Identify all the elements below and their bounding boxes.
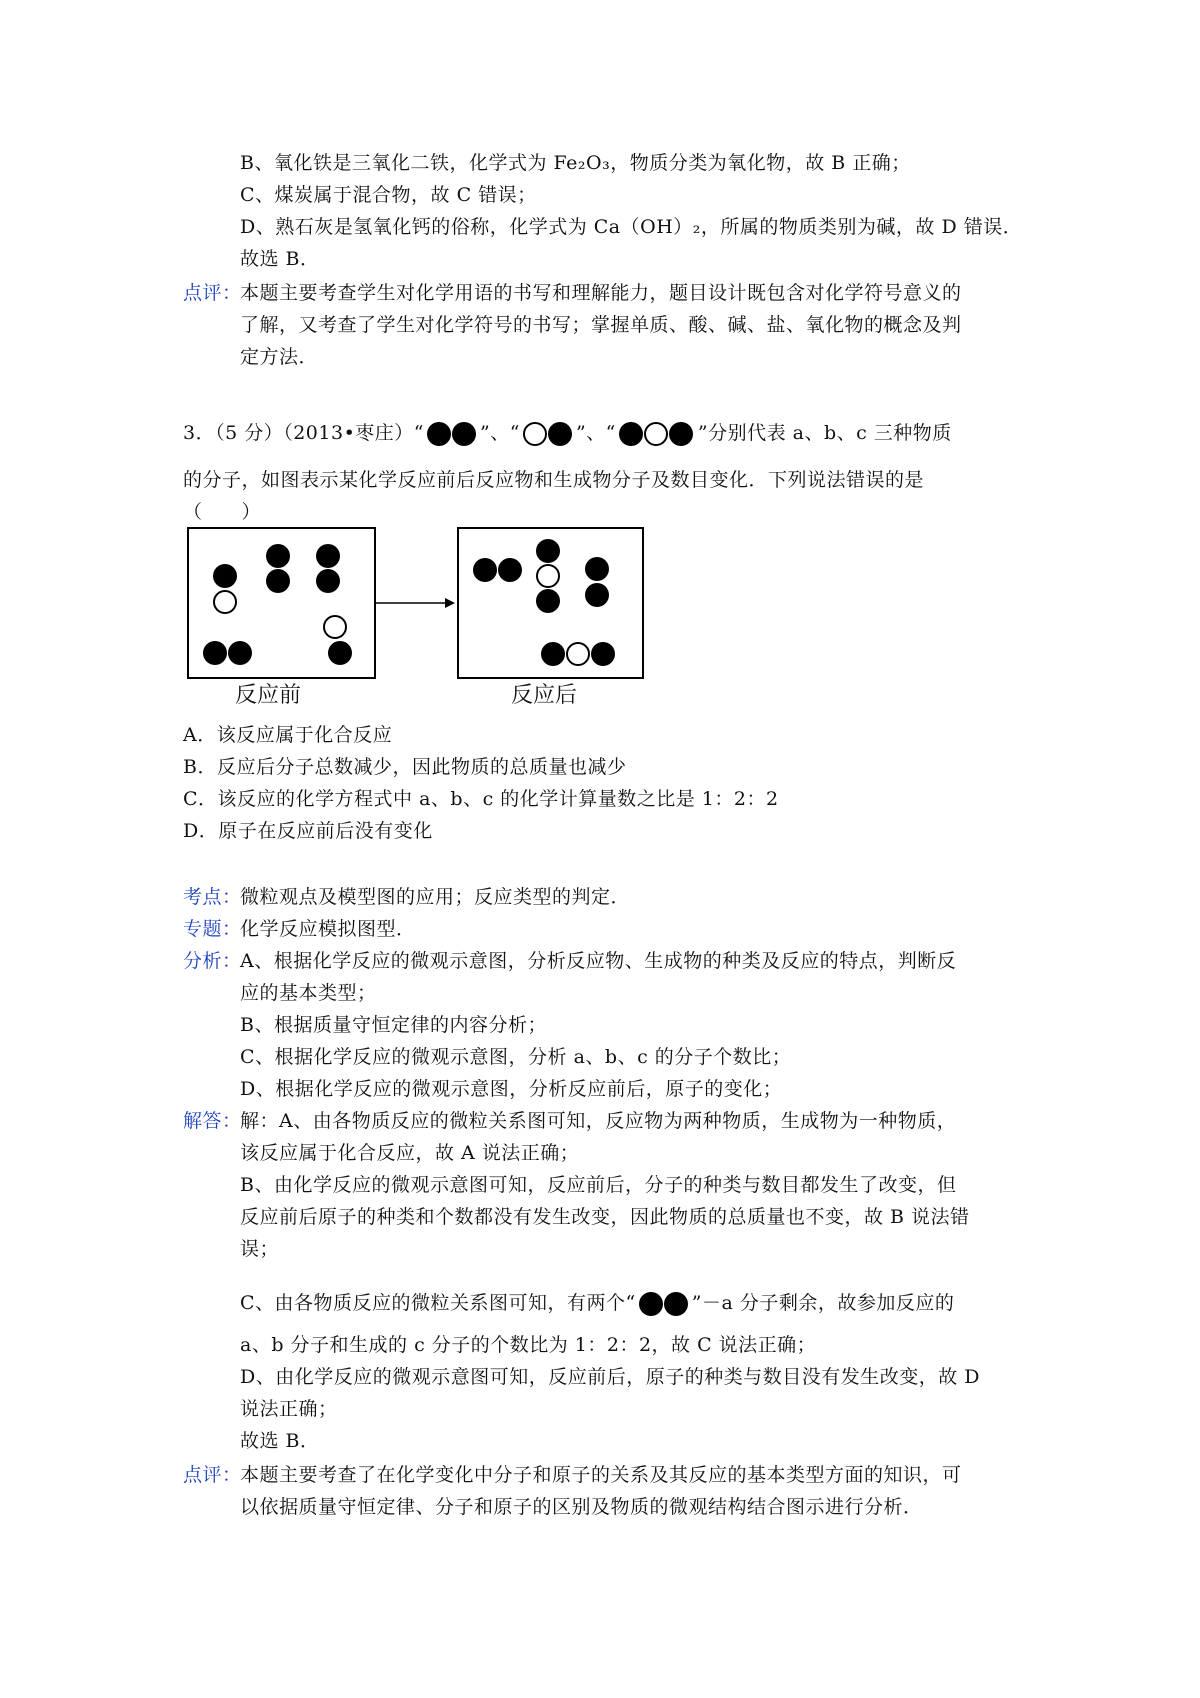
kaodian-text: 微粒观点及模型图的应用；反应类型的判定． <box>240 886 631 908</box>
prev-answer-d: D、熟石灰是氢氧化钙的俗称，化学式为 Ca（OH）₂，所属的物质类别为碱，故 D 错误． <box>240 216 1023 238</box>
stem-prefix: 3．（5 分）（2013•枣庄）“ <box>183 422 424 444</box>
prev-answer-b: B、氧化铁是三氧化二铁，化学式为 Fe₂O₃，物质分类为氧化物，故 B 正确； <box>240 152 911 174</box>
prev-comment-line: 定方法． <box>240 346 319 368</box>
fenxi-line: 应的基本类型； <box>240 982 377 1004</box>
option-c: C．该反应的化学方程式中 a、b、c 的化学计算量数之比是 1：2：2 <box>183 788 779 810</box>
before-label: 反应前 <box>235 683 302 708</box>
jieda-c-prefix: C、由各物质反应的微粒关系图可知，有两个“ <box>240 1292 636 1314</box>
option-a: A．该反应属于化合反应 <box>183 724 393 746</box>
jieda-line: 该反应属于化合反应，故 A 说法正确； <box>240 1142 580 1164</box>
dianping-line: 本题主要考查了在化学变化中分子和原子的关系及其反应的基本类型方面的知识，可 <box>240 1464 962 1486</box>
molecule-b-icon <box>520 420 576 448</box>
question-stem-line: 的分子，如图表示某化学反应前后反应物和生成物分子及数目变化．下列说法错误的是 <box>183 469 925 491</box>
jieda-line: a、b 分子和生成的 c 分子的个数比为 1：2：2，故 C 说法正确； <box>240 1334 817 1356</box>
option-d: D．原子在反应前后没有变化 <box>183 820 433 842</box>
prev-answer-c: C、煤炭属于混合物，故 C 错误； <box>240 184 537 206</box>
molecule-a-icon <box>424 420 480 448</box>
zhuanti-text: 化学反应模拟图型． <box>240 918 416 940</box>
fenxi-line: D、根据化学反应的微观示意图，分析反应前后，原子的变化； <box>240 1078 783 1100</box>
reaction-diagram <box>183 520 663 724</box>
jieda-line-c <box>240 1290 954 1318</box>
zhuanti-label: 专题： <box>183 918 242 940</box>
fenxi-line: C、根据化学反应的微观示意图，分析 a、b、c 的分子个数比； <box>240 1046 792 1068</box>
jieda-line: D、由化学反应的微观示意图可知，反应前后，原子的种类与数目没有发生改变，故 D <box>240 1366 981 1388</box>
fenxi-line: B、根据质量守恒定律的内容分析； <box>240 1014 547 1036</box>
jieda-line: B、由化学反应的微观示意图可知，反应前后，分子的种类与数目都发生了改变，但 <box>240 1174 957 1196</box>
fenxi-label: 分析： <box>183 950 242 972</box>
prev-comment-line: 了解，又考查了学生对化学符号的书写；掌握单质、酸、碱、盐、氧化物的概念及判 <box>240 314 962 336</box>
jieda-line: 故选 B． <box>240 1430 320 1452</box>
prev-choose: 故选 B． <box>240 248 320 270</box>
jieda-line: 反应前后原子的种类和个数都没有发生改变，因此物质的总质量也不变，故 B 说法错 <box>240 1206 970 1228</box>
dianping-label: 点评： <box>183 1464 242 1486</box>
kaodian-label: 考点： <box>183 886 242 908</box>
molecule-a-icon <box>636 1290 692 1318</box>
stem-separator: ”、“ <box>575 422 616 444</box>
after-box <box>458 528 643 678</box>
before-box <box>188 528 375 678</box>
answer-bracket: （ ） <box>183 501 262 523</box>
stem-separator: ”、“ <box>480 422 520 444</box>
option-b: B．反应后分子总数减少，因此物质的总质量也减少 <box>183 756 627 778</box>
after-label: 反应后 <box>511 683 578 708</box>
reaction-arrow <box>376 598 455 608</box>
jieda-line: 误； <box>240 1238 280 1260</box>
prev-comment-label: 点评： <box>183 282 242 304</box>
molecule-c-icon <box>616 420 698 448</box>
jieda-c-suffix: ”－a 分子剩余，故参加反应的 <box>691 1292 955 1314</box>
stem-suffix: ”分别代表 a、b、c 三种物质 <box>697 422 952 444</box>
jieda-line: 解：A、由各物质反应的微粒关系图可知，反应物为两种物质，生成物为一种物质， <box>240 1110 957 1132</box>
dianping-line: 以依据质量守恒定律、分子和原子的区别及物质的微观结构结合图示进行分析． <box>240 1496 923 1518</box>
prev-comment-line: 本题主要考查学生对化学用语的书写和理解能力，题目设计既包含对化学符号意义的 <box>240 282 962 304</box>
jieda-label: 解答： <box>183 1110 242 1132</box>
fenxi-line: A、根据化学反应的微观示意图，分析反应物、生成物的种类及反应的特点，判断反 <box>240 950 957 972</box>
jieda-line: 说法正确； <box>240 1398 338 1420</box>
question-stem-line <box>183 420 952 448</box>
